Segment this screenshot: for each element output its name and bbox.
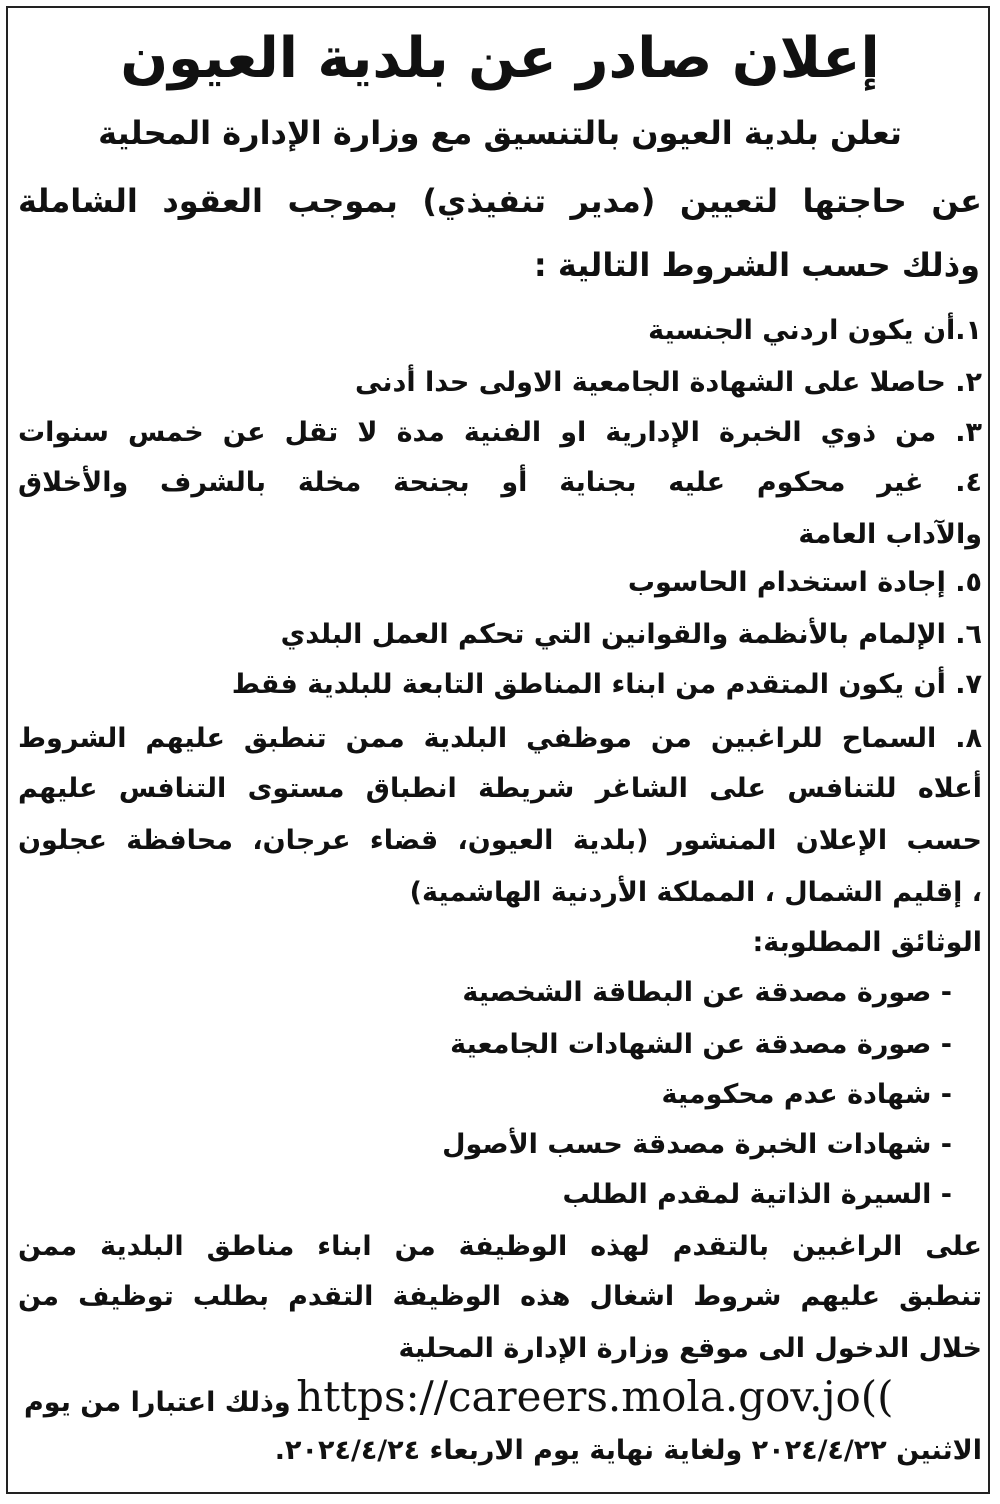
condition-2: ٢. حاصلا على الشهادة الجامعية الاولى حدا أدنى (355, 367, 982, 398)
condition-6: ٦. الإلمام بالأنظمة والقوانين التي تحكم العمل البلدي (280, 619, 982, 650)
condition-4: ٤. غير محكوم عليه بجناية أو بجنحة مخلة بالشرف والأخلاق (18, 467, 982, 498)
intro-line-1: تعلن بلدية العيون بالتنسيق مع وزارة الإدارة المحلية (98, 114, 902, 152)
document-item-5: - السيرة الذاتية لمقدم الطلب (562, 1179, 952, 1210)
url-line-prefix: (( (860, 1372, 894, 1421)
closing-line-2: تنطبق عليهم شروط اشغال هذه الوظيفة التقدم بطلب توظيف من (18, 1281, 982, 1312)
final-date-line: الاثنين ٢٠٢٤/٤/٢٢ ولغاية نهاية يوم الاربعاء ٢٠٢٤/٤/٢٤. (274, 1435, 982, 1466)
closing-line-3: خلال الدخول الى موقع وزارة الإدارة المحلية (398, 1333, 982, 1364)
document-item-1: - صورة مصدقة عن البطاقة الشخصية (462, 977, 952, 1008)
condition-8-cont-1: أعلاه للتنافس على الشاغر شريطة انطباق مستوى التنافس عليهم (18, 773, 982, 804)
intro-line-2: عن حاجتها لتعيين (مدير تنفيذي) بموجب العقود الشاملة (18, 182, 982, 220)
closing-line-1: على الراغبين بالتقدم لهذه الوظيفة من ابناء مناطق البلدية ممن (18, 1231, 982, 1262)
document-item-4: - شهادات الخبرة مصدقة حسب الأصول (442, 1129, 952, 1160)
condition-5: ٥. إجادة استخدام الحاسوب (627, 567, 982, 598)
condition-8-cont-3: ، إقليم الشمال ، المملكة الأردنية الهاشمية) (409, 877, 982, 908)
documents-heading: الوثائق المطلوبة: (752, 927, 982, 958)
condition-3: ٣. من ذوي الخبرة الإدارية او الفنية مدة لا تقل عن خمس سنوات (18, 417, 982, 448)
document-item-2: - صورة مصدقة عن الشهادات الجامعية (450, 1029, 952, 1060)
careers-url-link[interactable]: https://careers.mola.gov.jo (296, 1372, 861, 1421)
intro-line-3: وذلك حسب الشروط التالية : (533, 246, 980, 284)
condition-1: ١.أن يكون اردني الجنسية (648, 315, 982, 346)
url-line-suffix: وذلك اعتبارا من يوم (24, 1387, 291, 1418)
announcement-title: إعلان صادر عن بلدية العيون (120, 26, 880, 91)
condition-7: ٧. أن يكون المتقدم من ابناء المناطق التابعة للبلدية فقط (231, 669, 982, 700)
url-line (24, 1374, 976, 1420)
condition-8: ٨. السماح للراغبين من موظفي البلدية ممن تنطبق عليهم الشروط (18, 723, 982, 754)
condition-4-cont: والآداب العامة (798, 519, 982, 550)
condition-8-cont-2: حسب الإعلان المنشور (بلدية العيون، قضاء عرجان، محافظة عجلون (18, 825, 982, 856)
document-item-3: - شهادة عدم محكومية (661, 1079, 952, 1110)
